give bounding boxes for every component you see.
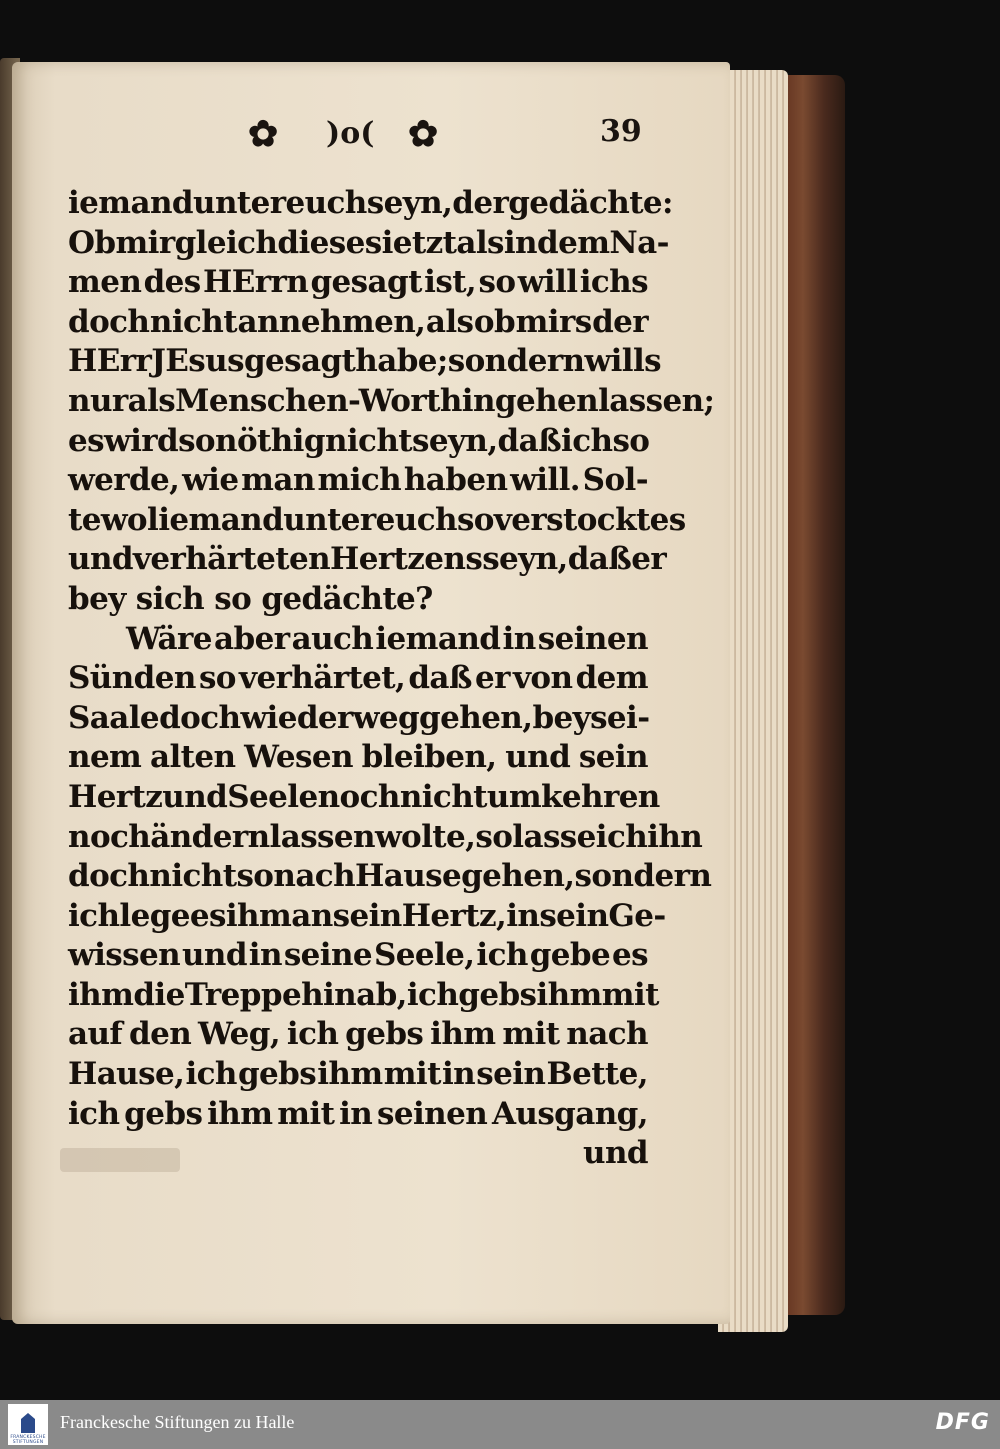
word: nach xyxy=(566,1016,648,1053)
word: in xyxy=(339,1095,373,1132)
word: mirs xyxy=(515,303,592,340)
word: Seele, xyxy=(373,937,475,974)
word: te xyxy=(68,501,101,538)
word: als xyxy=(425,303,474,340)
building-icon xyxy=(21,1413,35,1433)
word: Na- xyxy=(609,224,669,261)
word: mich xyxy=(317,462,402,499)
word: ist, xyxy=(424,264,477,301)
word: iemand xyxy=(375,620,501,657)
word: nicht xyxy=(149,858,237,895)
word: Ob xyxy=(68,224,116,261)
word: ietzt xyxy=(381,224,457,261)
word: ich xyxy=(68,1095,120,1132)
word: gehen, xyxy=(461,858,575,895)
institution-name[interactable]: Franckesche Stiftungen zu Halle xyxy=(60,1412,295,1432)
dfg-logo[interactable]: DFG xyxy=(935,1410,990,1435)
word: mit xyxy=(601,976,659,1013)
word: des xyxy=(143,264,201,301)
word: Wesen xyxy=(244,739,353,776)
word: gleich xyxy=(174,224,278,261)
word: unter xyxy=(283,501,376,538)
word: ihm xyxy=(225,897,292,934)
word: noch xyxy=(317,778,400,815)
text-line xyxy=(68,699,648,739)
franckesche-stiftungen-logo[interactable] xyxy=(8,1404,48,1445)
word: wissen xyxy=(68,937,181,974)
word: hinab, xyxy=(301,976,407,1013)
word: JEsus xyxy=(151,343,244,380)
word: seyn, xyxy=(366,185,453,221)
word: Treppe xyxy=(184,976,302,1013)
word: seyn, xyxy=(412,422,498,459)
word: Sol- xyxy=(582,462,648,499)
word: nicht xyxy=(324,422,412,459)
flower-ornament-icon: ✿ xyxy=(408,113,439,155)
word: Hause, xyxy=(68,1056,185,1093)
word: Seele xyxy=(227,778,318,815)
word: ihm xyxy=(207,1095,273,1132)
word: gebs xyxy=(237,1056,317,1093)
word: aber xyxy=(214,620,290,657)
word: Wäre xyxy=(126,620,212,657)
catchword: und xyxy=(583,1135,648,1172)
word: lassen; xyxy=(598,382,715,419)
text-line xyxy=(68,857,712,897)
word: daß xyxy=(408,660,472,697)
word: euch xyxy=(285,185,367,221)
word: gebs xyxy=(458,976,537,1013)
word: gedächte: xyxy=(508,185,673,221)
word: die xyxy=(133,976,185,1013)
word: ändern xyxy=(150,818,270,855)
word: umkehren xyxy=(486,778,660,815)
word: ich xyxy=(561,422,613,459)
word: ich xyxy=(185,1056,237,1093)
word: mit xyxy=(383,1056,441,1093)
word: Bette, xyxy=(546,1056,648,1093)
word: nur xyxy=(68,382,128,419)
word: wie xyxy=(182,462,239,499)
word: alten xyxy=(149,739,236,776)
word: doch xyxy=(68,858,150,895)
word: er xyxy=(631,541,667,578)
word: lassen xyxy=(269,818,375,855)
word: wieder xyxy=(240,699,353,736)
text-line xyxy=(68,976,659,1016)
word: auch xyxy=(291,620,374,657)
word: in xyxy=(441,1056,476,1093)
word: verhärtet, xyxy=(239,660,406,697)
word: annehmen, xyxy=(237,303,426,340)
word: nicht xyxy=(149,303,237,340)
word: und xyxy=(68,541,133,578)
word: gebe xyxy=(529,937,611,974)
text-line xyxy=(68,540,667,580)
word: er xyxy=(475,660,510,697)
word: bleiben, xyxy=(361,739,497,776)
word: unter xyxy=(193,185,286,221)
word: seine xyxy=(283,937,373,974)
word: so xyxy=(198,660,236,697)
text-line xyxy=(68,224,669,264)
word: der xyxy=(592,303,648,340)
word: dem xyxy=(575,660,648,697)
word: ichs xyxy=(579,264,648,301)
word: den xyxy=(129,1016,192,1053)
text-line xyxy=(68,936,648,976)
word: wills xyxy=(584,343,661,380)
word: ich xyxy=(286,1016,339,1053)
show-through-smudge xyxy=(60,1148,180,1172)
word: HErr xyxy=(68,343,152,380)
word: Saale xyxy=(68,699,160,736)
word: noch xyxy=(68,818,151,855)
word: als xyxy=(456,224,504,261)
word: habe; xyxy=(355,343,448,380)
word: werde, xyxy=(68,462,180,499)
word: Sünden xyxy=(68,660,196,697)
text-line xyxy=(68,382,715,422)
word: sondern xyxy=(447,343,585,380)
word: wird xyxy=(103,422,179,459)
word: in xyxy=(506,897,540,934)
word: so xyxy=(478,264,516,301)
word: will xyxy=(517,264,578,301)
word: ihn xyxy=(647,818,703,855)
word: man xyxy=(241,462,315,499)
word: weggehen, xyxy=(352,699,533,736)
word: seinen xyxy=(537,620,648,657)
word: mit xyxy=(277,1095,335,1132)
word: iemand xyxy=(158,501,284,538)
word: Ge- xyxy=(608,897,666,934)
text-line xyxy=(68,778,660,818)
text-line: bey sich so gedächte? xyxy=(68,580,433,617)
word: es xyxy=(189,897,226,934)
text-line xyxy=(68,342,661,382)
word: Ausgang, xyxy=(491,1095,648,1132)
word: ihm xyxy=(536,976,602,1013)
word: verstocktes xyxy=(493,501,686,538)
word: Hertz, xyxy=(401,897,507,934)
word: nach xyxy=(273,858,356,895)
word: nicht xyxy=(399,778,487,815)
text-line xyxy=(68,818,703,858)
word: daß xyxy=(497,422,562,459)
word: sein xyxy=(578,739,648,776)
word: doch xyxy=(68,303,150,340)
word: Menschen-Wort xyxy=(175,382,440,419)
word: nöthig xyxy=(215,422,325,459)
word: will. xyxy=(510,462,580,499)
text-line xyxy=(68,303,648,343)
word: dem xyxy=(537,224,610,261)
word: in xyxy=(503,224,537,261)
word: lege xyxy=(119,897,190,934)
word: bey xyxy=(532,699,591,736)
word: der xyxy=(452,185,509,221)
word: so xyxy=(475,818,513,855)
word: men xyxy=(68,264,142,301)
word: ihm xyxy=(317,1056,383,1093)
word: euch xyxy=(375,501,457,538)
text-line xyxy=(68,1015,648,1055)
text-line xyxy=(68,1055,648,1095)
word: als xyxy=(127,382,176,419)
word: so xyxy=(456,501,494,538)
word: Hause xyxy=(355,858,462,895)
viewer-footer xyxy=(0,1400,1000,1449)
word: und xyxy=(162,778,228,815)
word: gebs xyxy=(345,1016,424,1053)
word: ob xyxy=(473,303,516,340)
word: doch xyxy=(159,699,241,736)
word: haben xyxy=(403,462,508,499)
word: hingehen xyxy=(439,382,599,419)
text-line xyxy=(68,422,648,462)
word: in xyxy=(502,620,536,657)
word: und xyxy=(505,739,571,776)
word: ihm xyxy=(430,1016,496,1053)
word: nem xyxy=(68,739,142,776)
word: ihm xyxy=(68,976,134,1013)
word: sein xyxy=(539,897,609,934)
word: ich xyxy=(595,818,648,855)
text-line xyxy=(68,461,648,501)
word: von xyxy=(513,660,573,697)
word: mir xyxy=(115,224,175,261)
word: ich xyxy=(476,937,528,974)
text-line xyxy=(68,184,673,224)
word: in xyxy=(248,937,282,974)
word: seyn, xyxy=(482,541,568,578)
word: verhärteten xyxy=(132,541,331,578)
text-line xyxy=(68,659,648,699)
word: gesagt xyxy=(243,343,356,380)
word: Hertz xyxy=(68,778,163,815)
word: sein xyxy=(476,1056,546,1093)
word: iemand xyxy=(68,185,194,221)
word: HErrn xyxy=(203,264,309,301)
word: und xyxy=(181,937,247,974)
word: gesagt xyxy=(310,264,422,301)
page-number: 39 xyxy=(600,114,642,149)
word: sei- xyxy=(590,699,650,736)
word: wol xyxy=(100,501,159,538)
flower-ornament-icon: ✿ xyxy=(248,113,279,155)
word: wolte, xyxy=(374,818,476,855)
word: daß xyxy=(567,541,632,578)
word: dieses xyxy=(277,224,382,261)
text-line xyxy=(68,738,648,778)
logo-caption-line: FRANCKESCHE xyxy=(10,1435,46,1440)
word: lasse xyxy=(512,818,596,855)
word: Hertzens xyxy=(330,541,483,578)
word: so xyxy=(612,422,650,459)
word: gebs xyxy=(124,1095,203,1132)
word: sondern xyxy=(574,858,712,895)
word: an xyxy=(291,897,333,934)
word: so xyxy=(236,858,274,895)
word: so xyxy=(178,422,215,459)
text-line xyxy=(68,263,648,303)
text-line xyxy=(68,897,666,937)
logo-caption-line: STIFTUNGEN xyxy=(12,1440,44,1445)
word: sein xyxy=(332,897,402,934)
text-line xyxy=(68,501,686,541)
word: es xyxy=(612,937,648,974)
word: Weg, xyxy=(198,1016,281,1053)
page-header xyxy=(248,112,648,162)
page-body-text xyxy=(68,184,715,1174)
word: ich xyxy=(68,897,120,934)
word: seinen xyxy=(377,1095,488,1132)
center-ornament: )o( xyxy=(326,116,375,151)
word: auf xyxy=(68,1016,123,1053)
word: es xyxy=(68,422,104,459)
text-line xyxy=(68,1095,648,1135)
text-line xyxy=(68,620,648,660)
word: mit xyxy=(502,1016,560,1053)
word: ich xyxy=(406,976,459,1013)
